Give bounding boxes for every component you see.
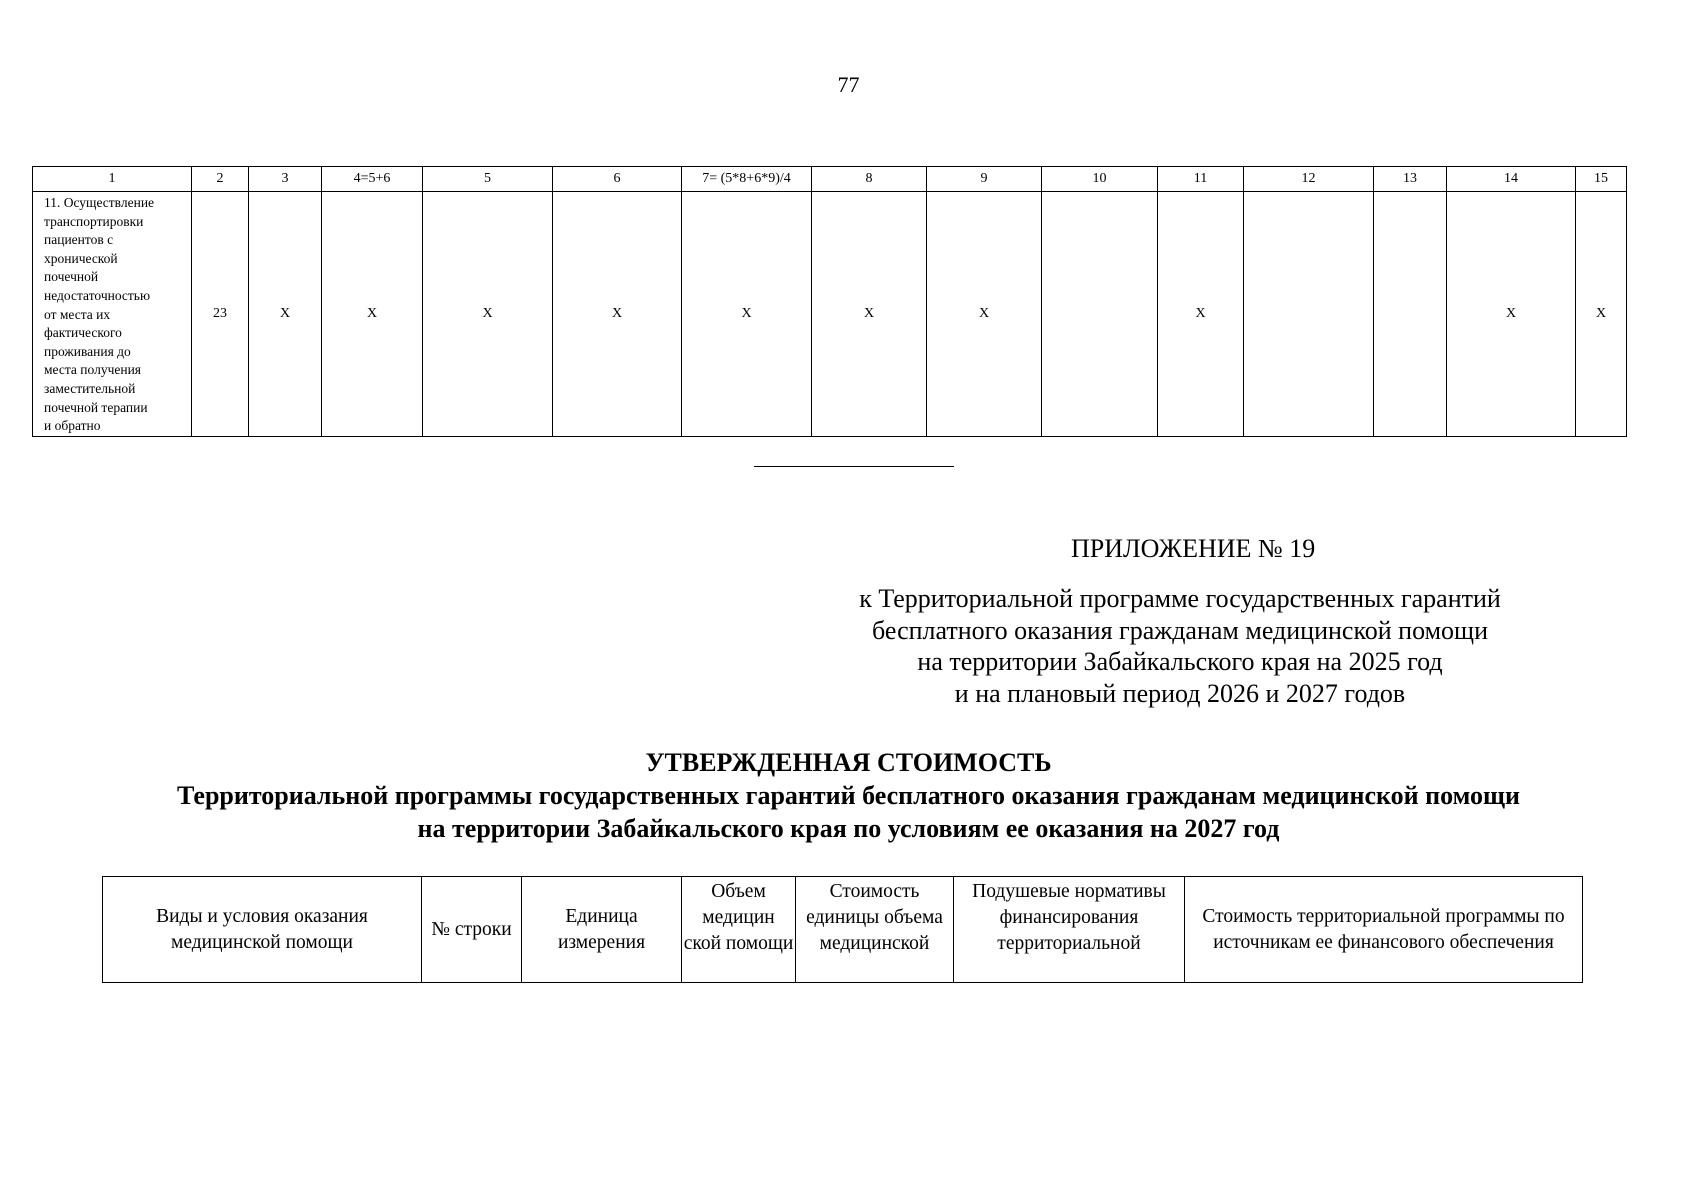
title-line: на территории Забайкальского края по условиям ее оказания на 2027 год xyxy=(417,814,1280,843)
cost-table xyxy=(102,876,1583,983)
table-cell: X xyxy=(1576,192,1627,437)
table-cell: X xyxy=(1447,192,1576,437)
col-header-per-capita xyxy=(954,877,1185,983)
cost-table-header-row xyxy=(103,877,1583,983)
page-number: 77 xyxy=(837,72,860,97)
top-table-header-cell: 3 xyxy=(249,167,322,192)
col-header-volume-text: Объем медицин ской помощи xyxy=(683,881,794,954)
table-cell: 23 xyxy=(192,192,249,437)
top-table-header-cell: 11 xyxy=(1158,167,1244,192)
table-cell: X xyxy=(249,192,322,437)
table-cell xyxy=(1374,192,1447,437)
title-line: Территориальной программы государственных гарантий бесплатного оказания гражданам медицинской помощи xyxy=(177,781,1520,810)
col-header-unit: Единица измерения xyxy=(522,877,682,983)
top-table-header-cell: 10 xyxy=(1042,167,1158,192)
table-cell: X xyxy=(682,192,812,437)
appendix-line: и на плановый период 2026 и 2027 годов xyxy=(954,678,1406,708)
col-header-care-type: Виды и условия оказания медицинской помощи xyxy=(103,877,422,983)
top-table-header-cell: 8 xyxy=(812,167,927,192)
col-header-program-cost: Стоимость территориальной программы по источникам ее финансового обеспечения xyxy=(1185,877,1583,983)
col-header-unit-cost xyxy=(796,877,954,983)
top-table-header-cell: 1 xyxy=(33,167,192,192)
top-table-header-cell: 12 xyxy=(1244,167,1374,192)
col-header-row-number: № строки xyxy=(422,877,522,983)
appendix-line: бесплатного оказания гражданам медицинской помощи xyxy=(872,615,1488,645)
row-name-cell: 11. Осуществление транспортировки пациентов с хронической почечной недостаточностью от места их фактического проживания до места получения заместительной почечной терапии и обратно xyxy=(33,192,192,437)
table-row xyxy=(33,192,1627,437)
table-cell xyxy=(1244,192,1374,437)
appendix-line: к Территориальной программе государственных гарантий xyxy=(859,584,1501,613)
appendix-title: ПРИЛОЖЕНИЕ № 19 xyxy=(1071,534,1316,563)
top-table-header-cell: 5 xyxy=(423,167,553,192)
top-table-header-cell: 15 xyxy=(1576,167,1627,192)
col-header-per-capita-text: Подушевые нормативы финансирования территориальной xyxy=(972,881,1166,954)
appendix-subtitle xyxy=(800,583,1560,709)
top-table-header-cell: 14 xyxy=(1447,167,1576,192)
table-cell: X xyxy=(1158,192,1244,437)
document-title xyxy=(0,746,1697,845)
col-header-volume xyxy=(682,877,796,983)
table-cell: X xyxy=(423,192,553,437)
top-table-header-row xyxy=(33,167,1627,192)
top-table-header-cell: 7= (5*8+6*9)/4 xyxy=(682,167,812,192)
table-cell: X xyxy=(322,192,423,437)
top-table-header-cell: 4=5+6 xyxy=(322,167,423,192)
table-cell xyxy=(1042,192,1158,437)
top-table-header-cell: 13 xyxy=(1374,167,1447,192)
table-cell: X xyxy=(553,192,682,437)
table-cell: X xyxy=(812,192,927,437)
section-divider xyxy=(754,466,954,467)
top-table-header-cell: 2 xyxy=(192,167,249,192)
title-line: УТВЕРЖДЕННАЯ СТОИМОСТЬ xyxy=(645,748,1052,777)
table-cell: X xyxy=(927,192,1042,437)
top-table xyxy=(32,166,1627,437)
top-table-header-cell: 6 xyxy=(553,167,682,192)
col-header-unit-cost-text: Стоимость единицы объема медицинской xyxy=(806,881,943,954)
top-table-header-cell: 9 xyxy=(927,167,1042,192)
appendix-line: на территории Забайкальского края на 2025 год xyxy=(917,647,1443,676)
